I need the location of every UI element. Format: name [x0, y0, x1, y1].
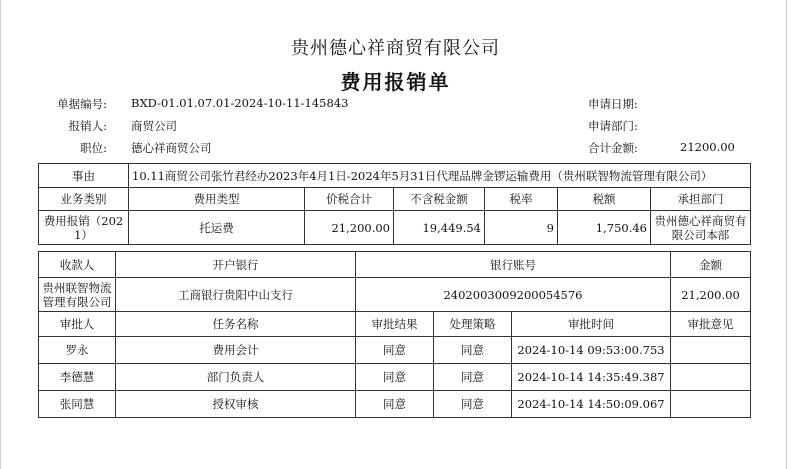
approval-table: [38, 311, 751, 418]
header-strategy: 处理策略: [434, 312, 512, 337]
approval-strategy: 同意: [434, 391, 512, 418]
payee-amount: 21,200.00: [671, 278, 751, 312]
expense-header-row: [39, 188, 751, 211]
position-label: 职位:: [80, 141, 107, 155]
pretax-amount: 19,449.54: [394, 211, 485, 245]
approval-opinion: [671, 337, 751, 364]
payee-data-row: [39, 278, 751, 312]
tax-rate: 9: [485, 211, 558, 245]
matter-text: 10.11商贸公司张竹君经办2023年4月1日-2024年5月31日代理品牌金锣运输费用（贵州联智物流管理有限公司）: [129, 164, 751, 188]
approval-row: [39, 364, 751, 391]
doc-no-value: BXD-01.01.07.01-2024-10-11-145843: [131, 96, 349, 110]
total-label: 合计金额:: [588, 141, 638, 155]
applicant-label: 报销人:: [68, 119, 107, 133]
applicant-value: 商贸公司: [131, 119, 177, 133]
expense-type: 托运费: [129, 211, 305, 245]
approval-row: [39, 337, 751, 364]
approval-result: 同意: [356, 391, 434, 418]
header-account: 银行账号: [356, 252, 671, 278]
bearing-dept: 贵州德心祥商贸有限公司本部: [651, 211, 751, 245]
header-approver: 审批人: [39, 312, 116, 337]
approver: 张同慧: [39, 391, 116, 418]
business-category: 费用报销（2021）: [39, 211, 129, 245]
approval-time: 2024-10-14 14:35:49.387: [512, 364, 671, 391]
matter-label: 事由: [39, 164, 129, 188]
approver: 李德慧: [39, 364, 116, 391]
approval-result: 同意: [356, 364, 434, 391]
document-title: 费用报销单: [340, 70, 451, 94]
approval-header-row: [39, 312, 751, 337]
total-value: 21200.00: [680, 140, 735, 154]
payee-account: 2402003009200054576: [356, 278, 671, 312]
apply-dept-label: 申请部门:: [588, 119, 638, 133]
approval-row: [39, 391, 751, 418]
header-pretax-amount: 不含税金额: [394, 188, 485, 211]
approval-opinion: [671, 391, 751, 418]
header-payee: 收款人: [39, 252, 116, 278]
payee-name: 贵州联智物流管理有限公司: [39, 278, 116, 312]
header-business-category: 业务类别: [39, 188, 129, 211]
header-tax-amount: 税额: [558, 188, 651, 211]
header-time: 审批时间: [512, 312, 671, 337]
apply-date-label: 申请日期:: [588, 97, 638, 111]
header-bank: 开户银行: [116, 252, 356, 278]
payee-table: [38, 251, 751, 312]
header-task: 任务名称: [116, 312, 356, 337]
approver: 罗永: [39, 337, 116, 364]
doc-no-label: 单据编号:: [57, 97, 107, 111]
header-result: 审批结果: [356, 312, 434, 337]
task-name: 部门负责人: [116, 364, 356, 391]
position-value: 德心祥商贸公司: [131, 141, 212, 155]
expense-table: [38, 163, 751, 245]
payee-header-row: [39, 252, 751, 278]
task-name: 授权审核: [116, 391, 356, 418]
approval-result: 同意: [356, 337, 434, 364]
approval-opinion: [671, 364, 751, 391]
tax-amount: 1,750.46: [558, 211, 651, 245]
total-with-tax: 21,200.00: [305, 211, 394, 245]
expense-data-row: [39, 211, 751, 245]
header-tax-rate: 税率: [485, 188, 558, 211]
header-total-with-tax: 价税合计: [305, 188, 394, 211]
task-name: 费用会计: [116, 337, 356, 364]
header-amount: 金额: [671, 252, 751, 278]
approval-time: 2024-10-14 14:50:09.067: [512, 391, 671, 418]
approval-time: 2024-10-14 09:53:00.753: [512, 337, 671, 364]
company-name: 贵州德心祥商贸有限公司: [291, 38, 500, 59]
header-expense-type: 费用类型: [129, 188, 305, 211]
payee-bank: 工商银行贵阳中山支行: [116, 278, 356, 312]
approval-strategy: 同意: [434, 364, 512, 391]
matter-row: [39, 164, 751, 188]
approval-strategy: 同意: [434, 337, 512, 364]
header-bearing-dept: 承担部门: [651, 188, 751, 211]
header-opinion: 审批意见: [671, 312, 751, 337]
